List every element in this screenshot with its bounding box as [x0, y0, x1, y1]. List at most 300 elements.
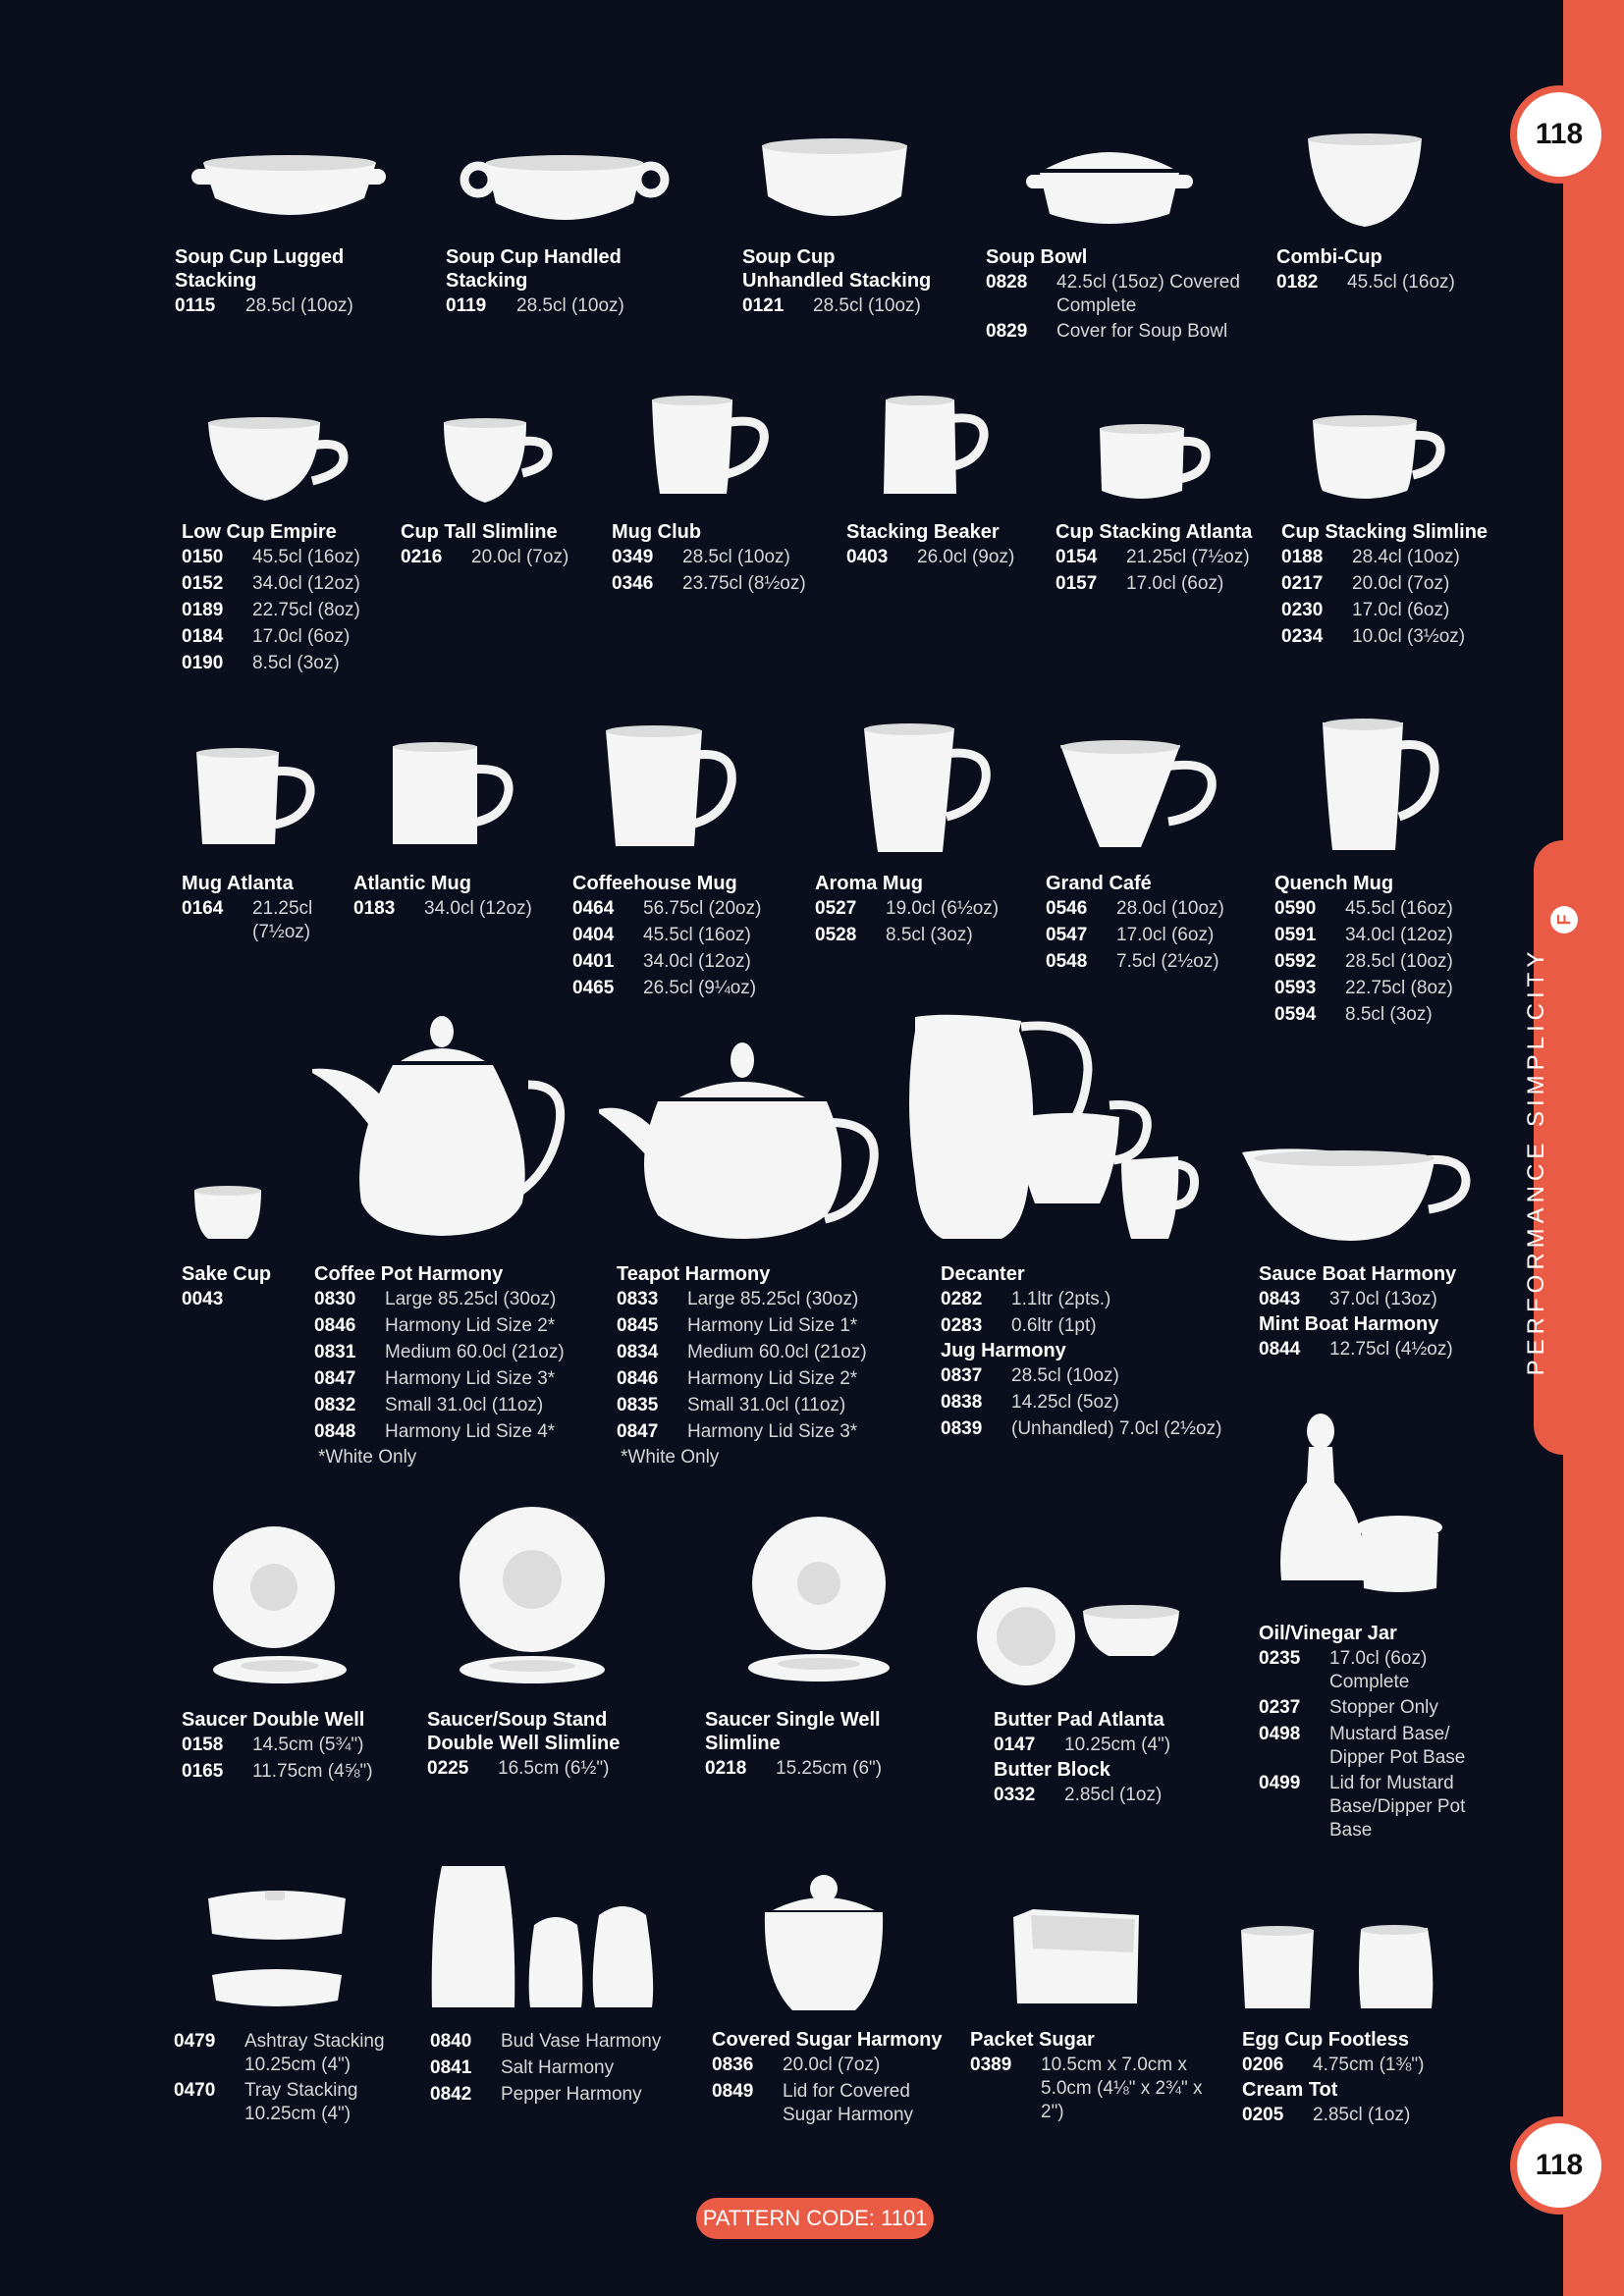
product-desc: Large 85.25cl (30oz) [385, 1289, 557, 1309]
product-desc: Mustard Base/ Dipper Pot Base [1329, 1724, 1466, 1768]
product-name: Low Cup Empire [182, 521, 337, 543]
product-cup-tall-slimline [401, 520, 597, 570]
product-code: 0205 [1242, 2105, 1284, 2125]
product-desc: 28.4cl (10oz) [1352, 547, 1460, 567]
product-name: Decanter [941, 1263, 1025, 1285]
product-name: Coffee Pot Harmony [314, 1263, 504, 1285]
product-row [617, 1418, 896, 1445]
product-ashtray-tray [174, 2028, 409, 2126]
product-decanter [941, 1262, 1225, 1442]
product-code: 0592 [1274, 951, 1317, 972]
product-name-secondary: Butter Block [994, 1759, 1110, 1781]
product-desc: 28.0cl (10oz) [1116, 898, 1224, 919]
product-row [617, 1286, 896, 1312]
product-row [617, 1392, 896, 1418]
product-code: 0831 [314, 1342, 356, 1362]
product-code: 0404 [572, 925, 615, 945]
product-name: Sauce Boat Harmony [1259, 1263, 1457, 1285]
product-name: Aroma Mug [815, 873, 923, 894]
product-row [314, 1418, 594, 1445]
product-desc: Small 31.0cl (11oz) [385, 1395, 544, 1415]
product-desc: 17.0cl (6oz) [1116, 925, 1215, 945]
product-desc: 21.25cl (7½oz) [1126, 547, 1250, 567]
product-code: 0843 [1259, 1289, 1301, 1309]
stacking-beaker-image [882, 398, 1000, 506]
product-row [182, 623, 388, 650]
product-soup-cup-lugged [175, 245, 410, 319]
product-row [1242, 2102, 1478, 2128]
product-code: 0043 [182, 1289, 224, 1309]
product-name: Stacking Beaker [846, 521, 1000, 543]
product-code: 0152 [182, 573, 224, 594]
product-code: 0838 [941, 1392, 983, 1413]
page-number-bottom: 118 [1510, 2116, 1608, 2215]
product-desc: 42.5cl (15oz) Covered Complete [1056, 272, 1240, 316]
product-stacking-beaker [846, 520, 1043, 570]
product-row [1046, 922, 1262, 948]
product-desc: 4.75cm (1⅜") [1313, 2055, 1425, 2075]
product-egg-cup-footless [1242, 2028, 1478, 2128]
product-desc: 2.85cl (1oz) [1064, 1785, 1163, 1805]
product-desc: 45.5cl (16oz) [1347, 272, 1455, 293]
product-desc: Lid for Covered Sugar Harmony [783, 2081, 914, 2125]
mug-atlanta-image [194, 748, 322, 856]
product-code: 0546 [1046, 898, 1088, 919]
product-row [712, 2078, 957, 2127]
product-code: 0498 [1259, 1724, 1301, 1744]
product-desc: 17.0cl (6oz) [252, 626, 351, 647]
product-row [705, 1755, 950, 1782]
product-row [970, 2052, 1206, 2124]
product-code: 0403 [846, 547, 889, 567]
product-desc: 28.5cl (10oz) [245, 295, 353, 316]
product-desc: Pepper Harmony [501, 2084, 642, 2105]
product-code: 0283 [941, 1315, 983, 1336]
product-code: 0836 [712, 2055, 754, 2075]
product-code: 0830 [314, 1289, 356, 1309]
product-desc: Harmony Lid Size 1* [687, 1315, 858, 1336]
product-desc: Ashtray Stacking 10.25cm (4") [244, 2031, 385, 2075]
product-aroma-mug [815, 872, 1021, 948]
product-saucer-soup-stand [427, 1708, 673, 1782]
product-row [430, 2028, 685, 2055]
product-row [742, 293, 939, 319]
product-name: Soup Cup Handled Stacking [446, 246, 622, 292]
product-name: Coffeehouse Mug [572, 873, 737, 894]
product-name: Covered Sugar Harmony [712, 2029, 943, 2051]
product-code: 0183 [353, 898, 396, 919]
product-row [1056, 544, 1272, 570]
product-row [1281, 570, 1517, 597]
product-desc: Tray Stacking 10.25cm (4") [244, 2080, 358, 2124]
brand-logo-icon: F [1550, 906, 1578, 934]
product-row [1259, 1645, 1485, 1694]
product-desc: 10.25cm (4") [1064, 1735, 1171, 1755]
product-name: Cup Stacking Atlanta [1056, 521, 1253, 543]
product-desc: Medium 60.0cl (21oz) [687, 1342, 867, 1362]
product-desc: 8.5cl (3oz) [252, 653, 340, 673]
product-code: 0119 [446, 295, 487, 316]
product-note: *White Only [621, 1447, 720, 1468]
sauce-boat-harmony-image [1242, 1139, 1473, 1247]
product-code: 0332 [994, 1785, 1036, 1805]
section-tab-label: PERFORMANCE SIMPLICITY [1523, 946, 1549, 1376]
product-code: 0837 [941, 1365, 983, 1386]
product-row [1242, 2052, 1478, 2078]
product-quench-mug [1274, 872, 1490, 1028]
product-name: Mug Atlanta [182, 873, 294, 894]
product-coffee-pot-harmony [314, 1262, 594, 1470]
product-desc: 26.5cl (9¼oz) [643, 978, 757, 998]
product-code: 0216 [401, 547, 443, 567]
product-code: 0832 [314, 1395, 356, 1415]
product-sake-cup [182, 1262, 299, 1312]
product-grand-cafe [1046, 872, 1262, 975]
product-code: 0190 [182, 653, 224, 673]
product-name: Egg Cup Footless [1242, 2029, 1409, 2051]
product-desc: 16.5cm (6½") [498, 1758, 610, 1779]
product-row [1274, 948, 1490, 975]
product-code: 0842 [430, 2084, 472, 2105]
product-row [941, 1389, 1225, 1415]
product-saucer-double-well [182, 1708, 398, 1785]
product-row [994, 1782, 1229, 1808]
product-desc: 17.0cl (6oz) [1126, 573, 1224, 594]
product-code: 0389 [970, 2055, 1012, 2075]
product-row [1046, 948, 1262, 975]
product-name: Soup Cup Lugged Stacking [175, 246, 345, 292]
sake-cup-image [192, 1186, 263, 1243]
product-desc: 14.5cm (5¾") [252, 1735, 364, 1755]
product-row [815, 922, 1021, 948]
packet-sugar-image [1013, 1909, 1141, 2007]
product-code: 0401 [572, 951, 615, 972]
product-code: 0188 [1281, 547, 1324, 567]
product-row [182, 1758, 398, 1785]
product-code: 0844 [1259, 1339, 1301, 1360]
product-row [994, 1732, 1229, 1758]
product-row [175, 293, 410, 319]
product-coffeehouse-mug [572, 872, 798, 1001]
product-desc: 0.6ltr (1pt) [1011, 1315, 1097, 1336]
product-row [941, 1362, 1225, 1389]
product-desc: Bud Vase Harmony [501, 2031, 662, 2052]
product-row [446, 293, 701, 319]
product-saucer-single-well [705, 1708, 950, 1782]
product-low-cup-empire [182, 520, 388, 676]
product-row [1281, 597, 1517, 623]
product-code: 0848 [314, 1421, 356, 1442]
product-name: Saucer Single Well Slimline [705, 1709, 881, 1754]
product-row [1274, 922, 1490, 948]
product-desc: 28.5cl (10oz) [813, 295, 921, 316]
coffeehouse-mug-image [604, 726, 741, 854]
product-code: 0590 [1274, 898, 1317, 919]
product-oil-vinegar-jar [1259, 1622, 1485, 1842]
product-row [572, 975, 798, 1001]
product-soup-cup-unhandled [742, 245, 939, 319]
product-desc: 17.0cl (6oz) Complete [1329, 1648, 1428, 1692]
pattern-code-badge: PATTERN CODE: 1101 [696, 2198, 934, 2239]
product-name-secondary: Cream Tot [1242, 2079, 1338, 2101]
cup-stacking-slimline-image [1311, 412, 1448, 510]
product-desc: 1.1ltr (2pts.) [1011, 1289, 1111, 1309]
covered-sugar-image [761, 1875, 889, 2012]
product-code: 0182 [1276, 272, 1319, 293]
product-desc: 28.5cl (10oz) [516, 295, 624, 316]
product-name: Atlantic Mug [353, 873, 471, 894]
product-name: Mug Club [612, 521, 702, 543]
product-desc: 20.0cl (7oz) [471, 547, 569, 567]
product-code: 0235 [1259, 1648, 1301, 1669]
product-code: 0154 [1056, 547, 1098, 567]
product-desc: 34.0cl (12oz) [424, 898, 532, 919]
product-row [314, 1365, 594, 1392]
product-row [182, 895, 349, 944]
product-soup-bowl [986, 245, 1251, 345]
product-name: Grand Café [1046, 873, 1152, 894]
egg-cup-cream-tot-image [1239, 1924, 1435, 2012]
product-desc: 22.75cl (8oz) [1345, 978, 1453, 998]
product-desc: 11.75cm (4⅝") [252, 1761, 373, 1782]
product-name: Combi-Cup [1276, 246, 1382, 268]
product-row [314, 1286, 594, 1312]
product-code: 0833 [617, 1289, 659, 1309]
product-code: 0158 [182, 1735, 224, 1755]
product-code: 0230 [1281, 600, 1324, 620]
product-code: 0548 [1046, 951, 1088, 972]
product-desc: 10.5cm x 7.0cm x 5.0cm (4⅛" x 2¾" x 2") [1041, 2055, 1203, 2122]
atlantic-mug-image [391, 742, 518, 855]
product-code: 0593 [1274, 978, 1317, 998]
product-desc: Harmony Lid Size 2* [385, 1315, 556, 1336]
product-code: 0282 [941, 1289, 983, 1309]
product-code: 0165 [182, 1761, 224, 1782]
product-row [353, 895, 550, 922]
product-code: 0464 [572, 898, 615, 919]
product-cup-stacking-atlanta [1056, 520, 1272, 597]
product-name: Sake Cup [182, 1263, 272, 1285]
product-code: 0846 [617, 1368, 659, 1389]
product-desc: 12.75cl (4½oz) [1329, 1339, 1453, 1360]
product-desc [252, 1286, 299, 1312]
product-desc: 7.5cl (2½oz) [1116, 951, 1219, 972]
product-desc: 20.0cl (7oz) [1352, 573, 1450, 594]
product-code: 0841 [430, 2057, 472, 2078]
butter-pad-block-image [977, 1585, 1183, 1693]
product-row [986, 318, 1251, 345]
product-row [1281, 623, 1517, 650]
product-desc: Harmony Lid Size 3* [687, 1421, 858, 1442]
product-packet-sugar [970, 2028, 1206, 2124]
product-desc: Small 31.0cl (11oz) [687, 1395, 846, 1415]
product-row [401, 544, 597, 570]
product-name: Packet Sugar [970, 2029, 1095, 2051]
product-row [430, 2055, 685, 2081]
product-code: 0206 [1242, 2055, 1284, 2075]
product-row [1056, 570, 1272, 597]
product-desc: 34.0cl (12oz) [643, 951, 751, 972]
product-name: Saucer/Soup Stand Double Well Slimline [427, 1709, 621, 1754]
product-row [1259, 1721, 1485, 1770]
product-code: 0591 [1274, 925, 1317, 945]
product-name: Saucer Double Well [182, 1709, 365, 1731]
product-row [1259, 1286, 1494, 1312]
product-code: 0346 [612, 573, 654, 594]
product-code: 0237 [1259, 1697, 1301, 1718]
product-row [612, 544, 828, 570]
product-desc: Salt Harmony [501, 2057, 615, 2078]
product-row [941, 1286, 1225, 1312]
combi-cup-image [1306, 133, 1424, 231]
oil-vinegar-jar-image [1272, 1414, 1448, 1595]
product-code: 0479 [174, 2031, 216, 2052]
product-desc: 14.25cl (5oz) [1011, 1392, 1119, 1413]
product-code: 0465 [572, 978, 615, 998]
product-desc: Stopper Only [1329, 1697, 1438, 1718]
product-code: 0189 [182, 600, 224, 620]
product-row [986, 269, 1251, 318]
product-combi-cup [1276, 245, 1483, 295]
product-row [941, 1312, 1225, 1339]
product-desc: 20.0cl (7oz) [783, 2055, 881, 2075]
product-desc: Harmony Lid Size 3* [385, 1368, 556, 1389]
product-bud-vase-salt-pepper [430, 2028, 685, 2108]
product-sauce-boat-harmony [1259, 1262, 1494, 1362]
quench-mug-image [1321, 719, 1448, 856]
decanter-jug-image [903, 1011, 1208, 1247]
product-name-secondary: Mint Boat Harmony [1259, 1313, 1439, 1335]
product-row [617, 1339, 896, 1365]
soup-cup-unhandled-image [756, 137, 913, 236]
product-desc: 45.5cl (16oz) [252, 547, 360, 567]
product-desc: 8.5cl (3oz) [1345, 1004, 1433, 1025]
product-name-secondary: Jug Harmony [941, 1340, 1066, 1362]
product-desc: 2.85cl (1oz) [1313, 2105, 1411, 2125]
low-cup-empire-image [206, 412, 353, 510]
product-row [1259, 1336, 1494, 1362]
saucer-single-well-image [746, 1517, 893, 1693]
product-covered-sugar-harmony [712, 2028, 957, 2127]
product-cup-stacking-slimline [1281, 520, 1517, 650]
product-row [314, 1312, 594, 1339]
product-row [314, 1392, 594, 1418]
product-row [1259, 1694, 1485, 1721]
product-code: 0164 [182, 898, 224, 919]
product-desc: 34.0cl (12oz) [1345, 925, 1453, 945]
product-name: Cup Stacking Slimline [1281, 521, 1489, 543]
product-desc: 28.5cl (10oz) [1011, 1365, 1119, 1386]
product-code: 0217 [1281, 573, 1324, 594]
product-desc: 19.0cl (6½oz) [886, 898, 1000, 919]
product-desc: Medium 60.0cl (21oz) [385, 1342, 565, 1362]
product-name: Teapot Harmony [617, 1263, 771, 1285]
product-name: Butter Pad Atlanta [994, 1709, 1164, 1731]
product-code: 0829 [986, 321, 1028, 342]
product-code: 0234 [1281, 626, 1324, 647]
product-code: 0840 [430, 2031, 472, 2052]
product-soup-cup-handled [446, 245, 701, 319]
product-row [617, 1312, 896, 1339]
product-desc: 26.0cl (9oz) [917, 547, 1015, 567]
product-code: 0835 [617, 1395, 659, 1415]
product-code: 0184 [182, 626, 224, 647]
product-row [572, 922, 798, 948]
product-code: 0849 [712, 2081, 754, 2102]
product-code: 0528 [815, 925, 857, 945]
product-desc: 28.5cl (10oz) [1345, 951, 1453, 972]
product-desc: 21.25cl (7½oz) [252, 898, 313, 942]
aroma-mug-image [862, 724, 1000, 857]
page-number-top: 118 [1510, 85, 1608, 184]
product-desc: 22.75cl (8oz) [252, 600, 360, 620]
coffee-pot-harmony-image [312, 1016, 568, 1242]
product-note: *White Only [318, 1447, 417, 1468]
product-row [1274, 975, 1490, 1001]
product-code: 0594 [1274, 1004, 1317, 1025]
product-code: 0846 [314, 1315, 356, 1336]
product-desc: 23.75cl (8½oz) [682, 573, 806, 594]
product-name: Soup Cup Unhandled Stacking [742, 246, 932, 292]
product-row [572, 895, 798, 922]
product-row [1274, 1001, 1490, 1028]
product-code: 0847 [617, 1421, 659, 1442]
product-desc: 34.0cl (12oz) [252, 573, 360, 594]
soup-cup-lugged-image [191, 137, 388, 236]
product-desc: 37.0cl (13oz) [1329, 1289, 1437, 1309]
product-desc: 45.5cl (16oz) [1345, 898, 1453, 919]
cup-tall-slimline-image [440, 412, 558, 510]
product-desc: 8.5cl (3oz) [886, 925, 973, 945]
product-teapot-harmony [617, 1262, 896, 1470]
product-code: 0218 [705, 1758, 747, 1779]
product-row [182, 570, 388, 597]
product-row [430, 2081, 685, 2108]
product-row [1259, 1770, 1485, 1842]
product-code: 0499 [1259, 1773, 1301, 1793]
product-code: 0349 [612, 547, 654, 567]
product-desc: 28.5cl (10oz) [682, 547, 790, 567]
product-code: 0547 [1046, 925, 1088, 945]
product-row [182, 597, 388, 623]
product-name: Oil/Vinegar Jar [1259, 1623, 1397, 1644]
product-code: 0225 [427, 1758, 469, 1779]
product-desc: Cover for Soup Bowl [1056, 321, 1228, 342]
product-mug-club [612, 520, 828, 597]
product-code: 0147 [994, 1735, 1036, 1755]
product-code: 0121 [742, 295, 785, 316]
product-code: 0150 [182, 547, 224, 567]
product-name: Soup Bowl [986, 246, 1088, 268]
product-code: 0845 [617, 1315, 659, 1336]
product-desc: 10.0cl (3½oz) [1352, 626, 1466, 647]
product-name: Quench Mug [1274, 873, 1394, 894]
product-desc: (Unhandled) 7.0cl (2½oz) [1011, 1418, 1222, 1439]
product-desc: 17.0cl (6oz) [1352, 600, 1450, 620]
product-desc: Lid for Mustard Base/Dipper Pot Base [1329, 1773, 1466, 1841]
ashtray-tray-image [208, 1885, 346, 2012]
product-code: 0834 [617, 1342, 659, 1362]
product-desc: 15.25cm (6") [776, 1758, 883, 1779]
product-desc: Harmony Lid Size 4* [385, 1421, 556, 1442]
product-desc: Large 85.25cl (30oz) [687, 1289, 859, 1309]
product-row [1274, 895, 1490, 922]
product-row [427, 1755, 673, 1782]
saucer-soup-stand-image [460, 1507, 607, 1693]
product-row [182, 1732, 398, 1758]
product-row [572, 948, 798, 975]
product-desc: Harmony Lid Size 2* [687, 1368, 858, 1389]
